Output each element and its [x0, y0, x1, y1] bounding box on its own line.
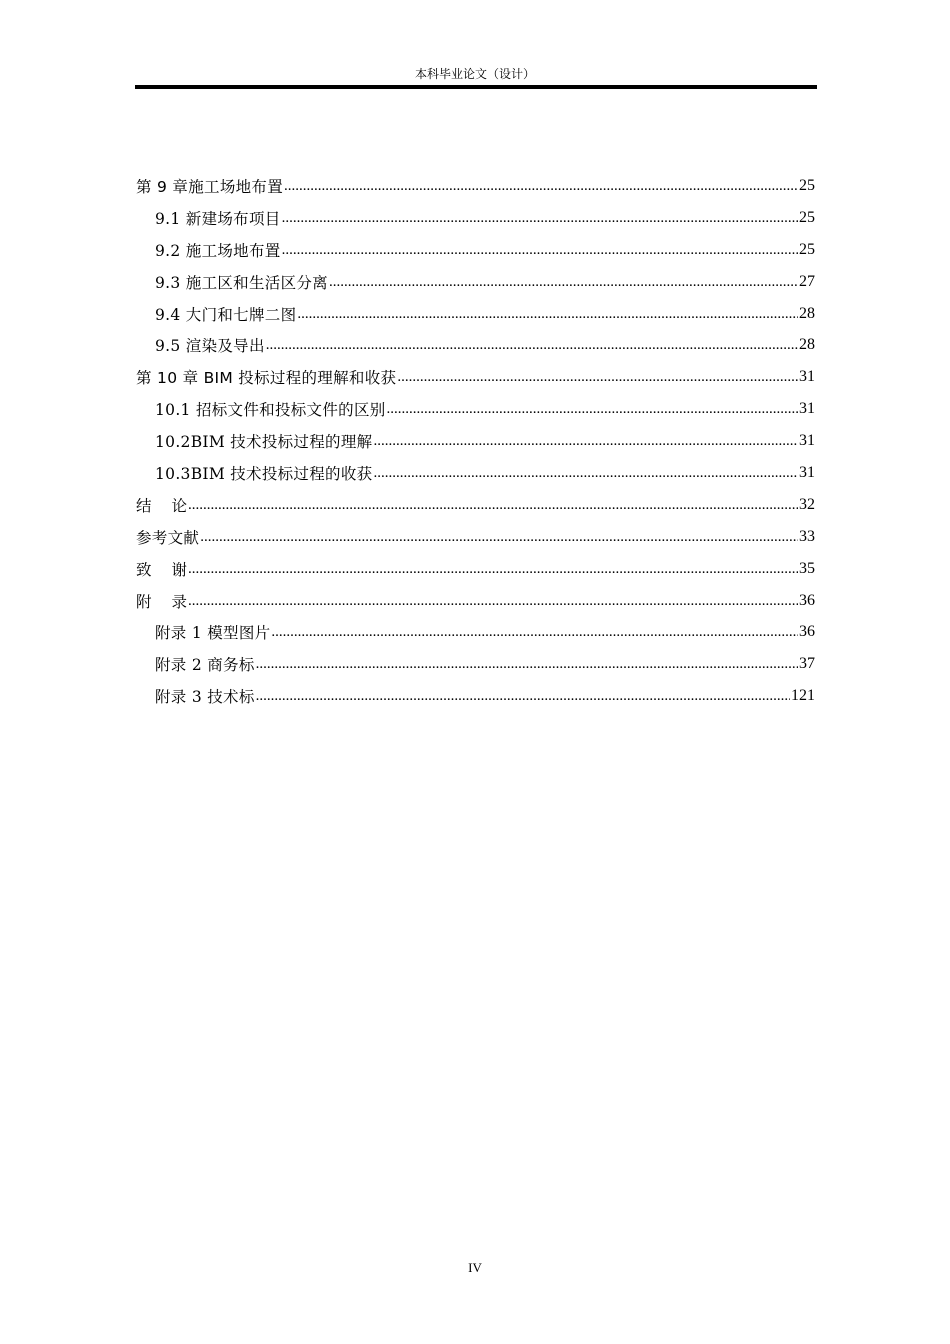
toc-dot-leader [387, 399, 798, 419]
toc-dot-leader [373, 431, 798, 451]
toc-entry[interactable] [136, 489, 815, 521]
toc-dot-leader [397, 367, 798, 387]
toc-entry-title: 附录 3 技术标 [155, 688, 255, 707]
toc-entry-page: 121 [791, 687, 815, 705]
toc-entry-page: 28 [799, 304, 815, 322]
toc-entry-title: 9.4 大门和七牌二图 [155, 305, 297, 324]
toc-dot-leader [188, 591, 798, 611]
toc-entry[interactable] [136, 457, 815, 489]
toc-entry-page: 31 [799, 463, 815, 481]
toc-entry-page: 25 [799, 176, 815, 194]
toc-dot-leader [329, 272, 798, 292]
toc-entry-page: 31 [799, 400, 815, 418]
toc-entry-page: 37 [799, 655, 815, 673]
header-rule [135, 85, 817, 89]
toc-entry[interactable] [136, 329, 815, 361]
toc-entry-title: 第 10 章 BIM 投标过程的理解和收获 [136, 369, 397, 388]
toc-entry[interactable] [136, 585, 815, 617]
toc-entry[interactable] [136, 553, 815, 585]
toc-entry-title: 10.2BIM 技术投标过程的理解 [155, 433, 373, 452]
toc-entry-title: 致谢 [136, 560, 188, 579]
toc-entry-title: 结论 [136, 496, 188, 515]
toc-dot-leader [188, 495, 798, 515]
toc-entry-title: 10.3BIM 技术投标过程的收获 [155, 464, 373, 483]
toc-entry-title: 9.2 施工场地布置 [155, 241, 281, 260]
toc-dot-leader [282, 240, 798, 260]
toc-entry-title: 9.3 施工区和生活区分离 [155, 273, 328, 292]
toc-entry-page: 35 [799, 559, 815, 577]
toc-dot-leader [271, 622, 798, 642]
toc-entry-page: 31 [799, 432, 815, 450]
toc-entry-page: 25 [799, 240, 815, 258]
toc-entry-title: 附录 [136, 592, 188, 611]
toc-entry-page: 32 [799, 495, 815, 513]
toc-entry[interactable] [136, 170, 815, 202]
toc-entry[interactable] [136, 266, 815, 298]
toc-entry[interactable] [136, 521, 815, 553]
toc-entry-page: 25 [799, 208, 815, 226]
toc-dot-leader [284, 176, 798, 196]
toc-entry-page: 28 [799, 336, 815, 354]
toc-dot-leader [188, 559, 798, 579]
page-header: 本科毕业论文（设计） [414, 67, 535, 81]
toc-dot-leader [256, 654, 798, 674]
toc-entry-title: 9.1 新建场布项目 [155, 209, 281, 228]
toc-entry[interactable] [136, 425, 815, 457]
toc-dot-leader [297, 304, 798, 324]
toc-entry[interactable] [136, 680, 815, 712]
toc-entry[interactable] [136, 616, 815, 648]
toc-entry-page: 36 [799, 623, 815, 641]
toc-entry-title: 附录 2 商务标 [155, 656, 255, 675]
toc-entry[interactable] [136, 202, 815, 234]
toc-dot-leader [373, 463, 798, 483]
toc-entry[interactable] [136, 361, 815, 393]
toc-dot-leader [256, 686, 790, 706]
toc-entry-page: 27 [799, 272, 815, 290]
toc-entry[interactable] [136, 648, 815, 680]
toc-entry[interactable] [136, 298, 815, 330]
toc-entry-page: 33 [799, 527, 815, 545]
page-number: IV [468, 1260, 482, 1275]
table-of-contents [136, 170, 815, 712]
toc-entry-title: 附录 1 模型图片 [155, 624, 271, 643]
toc-dot-leader [282, 208, 798, 228]
toc-entry-title: 第 9 章施工场地布置 [136, 177, 284, 196]
toc-entry-title: 10.1 招标文件和投标文件的区别 [155, 401, 386, 420]
toc-dot-leader [266, 335, 798, 355]
toc-entry[interactable] [136, 234, 815, 266]
toc-dot-leader [200, 527, 798, 547]
toc-entry-title: 参考文献 [136, 528, 200, 547]
toc-entry[interactable] [136, 393, 815, 425]
toc-entry-title: 9.5 渲染及导出 [155, 337, 265, 356]
toc-entry-page: 31 [799, 368, 815, 386]
toc-entry-page: 36 [799, 591, 815, 609]
